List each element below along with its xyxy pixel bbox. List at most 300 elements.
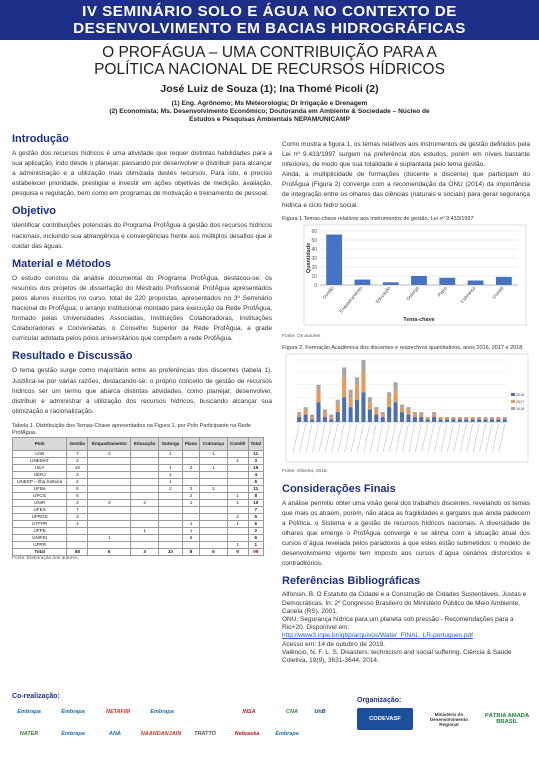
stacked-bar-segment — [394, 389, 398, 401]
table-cell — [200, 478, 227, 485]
table-cell: 2 — [182, 492, 200, 499]
table-cell — [227, 478, 248, 485]
table-total-cell: 8 — [182, 548, 200, 555]
metodos-text: O estudo constou da análise documental do Programa ProfÁgua, destacou-se: os resumos dos projetos de dissertação do Mestrado Profissional ProfÁgua apresentados pelos alunos inscritos no curso, total de 220 propostas, apresentados no 3º Seminário Nacional do ProfÁgua; o arranjo institucional montado para execução da Rede ProfÁgua, formado pelas Universidades Associadas, Instituições Colaboradoras, Instituições Colaboradoras e Conveniadas, o Conselho Superior da Rede ProfÁgua, a grade curricular adotada pelos pólos universitários que compõem a rede ProfÁgua. — [12, 274, 272, 343]
y-axis-label: Quantidade — [306, 242, 312, 273]
stacked-bar-segment — [483, 419, 487, 421]
table-cell — [88, 541, 131, 548]
stacked-bar-segment — [323, 409, 327, 411]
reference-3: Valêncio, N. F. L. S. Disasters: technicism and social suffering. Ciência & Saúde Coletiva, 19(9), 3631-3644, 2014. — [282, 648, 512, 664]
table-cell — [88, 457, 131, 464]
stacked-bar-segment — [381, 414, 385, 416]
objetivo-heading: Objetivo — [12, 205, 57, 218]
affiliations — [40, 100, 499, 125]
table-cell: 4 — [67, 520, 88, 527]
stacked-bar-segment — [329, 419, 333, 421]
stacked-bar-segment — [394, 402, 398, 422]
stacked-bar-segment — [400, 412, 404, 422]
table-cell: 5 — [182, 534, 200, 541]
table-cell: 19 — [248, 464, 263, 471]
table-cell: 1 — [227, 541, 248, 548]
bar — [383, 282, 399, 285]
right-column — [282, 140, 530, 665]
table-cell: 1 — [159, 450, 183, 457]
x-tick-label: Comitê — [491, 285, 505, 300]
partner-logo: TRATTO — [194, 731, 216, 737]
stacked-bar-segment — [304, 409, 308, 414]
y-tick-label: 40 — [311, 246, 317, 253]
table-total-cell: 5 — [200, 548, 227, 555]
table-cell — [182, 450, 200, 457]
stacked-bar-segment — [342, 397, 346, 422]
table-cell: 2 — [182, 485, 200, 492]
table-header-cell: Enquadramento — [88, 437, 131, 450]
y-tick-label: 60 — [311, 228, 317, 235]
table-cell: 11 — [248, 485, 263, 492]
partner-logo: Embrapa — [275, 731, 299, 737]
table-cell: 1 — [227, 457, 248, 464]
stacked-bar-segment — [490, 419, 494, 421]
table-cell — [182, 506, 200, 513]
stacked-bar-segment — [316, 384, 320, 389]
table-cell: 2 — [227, 513, 248, 520]
stacked-bar-segment — [471, 417, 475, 419]
legend-swatch — [511, 393, 515, 396]
table-cell: 5 — [248, 478, 263, 485]
stacked-bar-segment — [342, 377, 346, 397]
table-cell: 2 — [88, 450, 131, 457]
table-cell: 1 — [200, 464, 227, 471]
right-intro-text-2: Ainda, a multiplicidade de formações (docente e discente) que participam do ProfÁgua (Figura 2) converge com a recomendação da ONU (2014) da importância de integração entre os olhares das ciências (naturais e sociais) para gerar segurança hídrica e ciclo hidro social. — [282, 171, 530, 209]
stacked-bar-segment — [310, 419, 314, 421]
table-row — [13, 541, 264, 548]
stacked-bar-segment — [361, 392, 365, 422]
legend-swatch — [511, 400, 515, 403]
stacked-bar-segment — [387, 392, 391, 397]
affiliation-3: Estudos e Pesquisas Ambientais NEPAM/UNICAMP — [189, 116, 350, 124]
stacked-bar-segment — [361, 372, 365, 392]
stacked-bar-segment — [503, 417, 507, 419]
table-cell — [131, 485, 159, 492]
stacked-bar-segment — [445, 419, 449, 421]
table-cell: UNEMAT — [13, 457, 67, 464]
table-total-cell: 9 — [227, 548, 248, 555]
organizer-logo: PÁTRIA AMADA BRASIL — [482, 708, 532, 730]
stacked-bar-segment — [406, 407, 410, 409]
table-1 — [12, 437, 264, 556]
table-total-cell: Total — [13, 548, 67, 555]
table-cell: UNIFEI — [13, 534, 67, 541]
table-header-cell: Polo — [13, 437, 67, 450]
stacked-bar-segment — [438, 419, 442, 421]
table-cell — [227, 471, 248, 478]
bar — [326, 234, 342, 284]
table-cell: 1 — [182, 527, 200, 534]
table-cell — [200, 513, 227, 520]
table-cell: 5 — [67, 485, 88, 492]
stacked-bar-segment — [432, 417, 436, 422]
table-total-cell: 10 — [159, 548, 183, 555]
stacked-bar-segment — [406, 409, 410, 414]
table-cell: UEA — [13, 464, 67, 471]
table-cell — [200, 527, 227, 534]
table-cell: 1 — [227, 492, 248, 499]
references — [282, 575, 530, 665]
table-cell — [67, 534, 88, 541]
stacked-bar-segment — [349, 389, 353, 396]
table-cell: 7 — [67, 450, 88, 457]
table-header-cell: Educação — [131, 437, 159, 450]
stacked-bar-segment — [381, 412, 385, 414]
stacked-bar-segment — [304, 407, 308, 409]
table-cell: 1 — [88, 534, 131, 541]
bar — [355, 279, 371, 284]
stacked-bar-segment — [374, 407, 378, 409]
table-cell: 1 — [182, 520, 200, 527]
stacked-bar-segment — [451, 417, 455, 419]
table-cell: 1 — [131, 527, 159, 534]
table-cell: UFRGS — [13, 513, 67, 520]
x-axis-label: Tema-chave — [403, 316, 435, 323]
left-column — [12, 133, 272, 561]
table-cell — [131, 534, 159, 541]
table-cell — [227, 506, 248, 513]
table-cell — [131, 492, 159, 499]
table-cell: UFPE — [13, 527, 67, 534]
bar — [439, 277, 455, 284]
stacked-bar-segment — [323, 417, 327, 422]
stacked-bar-segment — [374, 409, 378, 414]
resultado-heading: Resultado e Discussão — [12, 350, 133, 363]
table-cell — [131, 513, 159, 520]
table-cell: 5 — [248, 513, 263, 520]
table-cell — [200, 499, 227, 506]
table-row — [13, 513, 264, 520]
table-row — [13, 457, 264, 464]
figure2-chart — [282, 352, 530, 464]
table-cell: 1 — [159, 478, 183, 485]
table-cell — [88, 527, 131, 534]
stacked-bar-segment — [297, 417, 301, 422]
stacked-bar-segment — [503, 419, 507, 421]
bar — [411, 276, 427, 285]
x-tick-label: Outorga — [405, 285, 420, 302]
table-cell: UFBa — [13, 485, 67, 492]
partner-logo: Nebraska — [234, 731, 260, 737]
table-row — [13, 499, 264, 506]
table-cell — [67, 527, 88, 534]
stacked-bar-segment — [336, 399, 340, 404]
stacked-bar-segment — [464, 417, 468, 419]
table-cell — [227, 485, 248, 492]
authors: José Luiz de Souza (1); Ina Thomé Picoli (2) — [160, 83, 379, 95]
corealizacao-label: Co-realização: — [12, 693, 60, 700]
table-cell: 8 — [248, 492, 263, 499]
table-cell: UnB — [13, 450, 67, 457]
reference-2-link[interactable]: http://www3.inpe.br/igbp/arquivos/Water_FINAL_LR-portugues.pdf — [282, 632, 473, 640]
partner-logo: INSA — [242, 709, 256, 715]
table-cell — [88, 492, 131, 499]
table-header-cell: Cobrança — [200, 437, 227, 450]
table1-caption: Tabela 1. Distribuição dos Temas-Chave apresentados na Figura 1, por Polo Participante na Rede ProfÁgua. — [12, 422, 251, 436]
table-cell — [159, 492, 183, 499]
stacked-bar-segment — [445, 417, 449, 419]
table-cell: 1 — [227, 520, 248, 527]
bar — [496, 277, 512, 285]
table-cell: 2 — [131, 499, 159, 506]
stacked-bar-segment — [355, 384, 359, 399]
table-cell — [88, 471, 131, 478]
partner-logo: Embrapa — [61, 731, 85, 737]
stacked-bar-segment — [458, 417, 462, 419]
table-cell — [227, 464, 248, 471]
consideracoes-heading: Considerações Finais — [282, 482, 396, 495]
stacked-bar-segment — [381, 417, 385, 422]
stacked-bar-segment — [304, 414, 308, 421]
table-row — [13, 492, 264, 499]
table-cell — [131, 450, 159, 457]
stacked-bar-segment — [413, 412, 417, 414]
stacked-bar-segment — [368, 409, 372, 421]
organizer-logo: Ministério do Desenvolvimento Regional — [421, 708, 477, 730]
table-cell — [200, 492, 227, 499]
legend-swatch — [511, 407, 515, 410]
table-cell — [200, 506, 227, 513]
reference-2-access: Acesso em: 14 de outubro de 2019. — [282, 640, 385, 648]
table-cell — [227, 534, 248, 541]
stacked-bar-segment — [496, 417, 500, 419]
referencias-heading: Referências Bibliográficas — [282, 575, 421, 588]
organizacao-label: Organização: — [357, 697, 402, 704]
table-total-cell: 99 — [248, 548, 263, 555]
table-cell: UFRR — [13, 541, 67, 548]
partner-logo: Embrapa — [17, 709, 41, 715]
table-cell — [131, 541, 159, 548]
table-cell — [182, 513, 200, 520]
bar — [468, 280, 484, 285]
table-cell — [182, 478, 200, 485]
partner-logo: ANA — [109, 731, 121, 737]
stacked-bar-segment — [483, 417, 487, 419]
partner-logo: Embrapa — [61, 709, 85, 715]
table-row — [13, 464, 264, 471]
stacked-bar-segment — [432, 412, 436, 414]
table-cell — [200, 520, 227, 527]
table-cell — [88, 506, 131, 513]
table-cell: 6 — [248, 534, 263, 541]
stacked-bar-segment — [477, 417, 481, 419]
table-cell: 2 — [67, 457, 88, 464]
table-cell — [200, 541, 227, 548]
stacked-bar-segment — [477, 419, 481, 421]
stacked-bar-segment — [406, 414, 410, 421]
right-intro-text-1: Como mostra a figura 1, os temas relativos aos instrumentos de gestão definidos pela Lei nº 9.433/1997 surgem na preferência dos estudos, porém em níveis bastante inferiores, de modo que sua totalidade é suplantada pelo tema gestão. — [282, 141, 530, 169]
affiliation-2: (2) Economista; Ms. Desenvolvimento Econômico; Doutoranda em Ambiente & Sociedade – Núcleo de — [109, 108, 430, 116]
intro-heading: Introdução — [12, 133, 69, 145]
figure1-source: Fonte: Os autores — [282, 333, 321, 339]
partner-logo: CNA — [286, 709, 298, 715]
legend-label: 2016 — [516, 392, 525, 397]
table-cell: UFES — [13, 506, 67, 513]
stacked-bar-segment — [490, 417, 494, 419]
table-cell — [88, 485, 131, 492]
stacked-bar-segment — [400, 404, 404, 406]
x-tick-label: Enquadramento — [338, 285, 364, 314]
stacked-bar-segment — [458, 419, 462, 421]
stacked-bar-segment — [323, 412, 327, 417]
partner-logo: UnB — [314, 709, 326, 715]
reference-2: ONU. Segurança hídrica para um planeta sob pressão - Recomendações para a Rio+20. Disponível em: — [282, 615, 514, 632]
table-cell — [227, 450, 248, 457]
table-cell: 2 — [159, 485, 183, 492]
table-cell — [131, 506, 159, 513]
table-cell: 1 — [200, 450, 227, 457]
y-tick-label: 10 — [311, 273, 317, 280]
table-cell: 7 — [67, 506, 88, 513]
table-row — [13, 450, 264, 457]
x-tick-label: Cobrança — [459, 285, 477, 304]
table-cell — [88, 513, 131, 520]
table-cell: UNESP – Ilha Solteira — [13, 478, 67, 485]
event-header — [0, 0, 539, 40]
table-header-cell: Total — [248, 437, 263, 450]
table-row — [13, 527, 264, 534]
table-cell — [88, 478, 131, 485]
table-cell — [200, 457, 227, 464]
table-cell — [88, 464, 131, 471]
table-cell: 10 — [248, 499, 263, 506]
table-cell — [182, 457, 200, 464]
stacked-bar-segment — [419, 414, 423, 416]
table-row — [13, 478, 264, 485]
table-row — [13, 506, 264, 513]
stacked-bar-segment — [471, 419, 475, 421]
stacked-bar-segment — [419, 417, 423, 422]
figure1-caption: Figura 1.Temas-chave relativos aos instrumentos de gestão, Lei nº 9.433/1997 — [282, 215, 474, 222]
table-cell — [182, 471, 200, 478]
y-tick-label: 0 — [314, 282, 317, 289]
stacked-bar-segment — [496, 419, 500, 421]
stacked-bar-segment — [342, 367, 346, 377]
table-total-cell: 58 — [67, 548, 88, 555]
stacked-bar-segment — [368, 402, 372, 409]
stacked-bar-segment — [426, 417, 430, 419]
table-cell — [227, 527, 248, 534]
table-cell: UERJ — [13, 471, 67, 478]
stacked-bar-segment — [419, 412, 423, 414]
stacked-bar-segment — [336, 404, 340, 411]
stacked-bar-segment — [426, 419, 430, 421]
table-cell — [131, 457, 159, 464]
table-cell: 1 — [227, 499, 248, 506]
table-cell — [131, 464, 159, 471]
x-tick-label: Plano — [436, 285, 449, 298]
table-cell: 2 — [200, 485, 227, 492]
stacked-bar-segment — [464, 419, 468, 421]
stacked-bar-segment — [387, 397, 391, 407]
table-cell — [159, 534, 183, 541]
stacked-bar-segment — [316, 402, 320, 422]
stacked-bar-segment — [387, 407, 391, 422]
stacked-bar-segment — [329, 417, 333, 419]
table-cell: 2 — [182, 464, 200, 471]
table-cell — [159, 457, 183, 464]
partner-logo: NETAFIM — [105, 709, 131, 715]
partner-logo: NATER — [19, 731, 39, 737]
stacked-bar-segment — [329, 414, 333, 416]
table-row — [13, 471, 264, 478]
x-tick-label: Gestão — [321, 285, 335, 300]
stacked-bar-segment — [432, 414, 436, 416]
stacked-bar-segment — [374, 414, 378, 421]
table-cell — [159, 520, 183, 527]
stacked-bar-segment — [400, 407, 404, 412]
stacked-bar-segment — [438, 417, 442, 419]
affiliation-1: (1) Eng. Agrônomo; Ms Meteorologia; Dr Irrigação e Drenagem — [171, 100, 368, 107]
table-cell — [67, 541, 88, 548]
stacked-bar-segment — [394, 382, 398, 389]
objetivo-text: Identificar contribuições potenciais do Programa ProfÁgua à gestão dos recursos hídricos nacionais, incluindo sua abrangência e convergências frente aos múltiplos desafios que é cuidar das águas. — [12, 222, 272, 250]
table1-source: Fonte: Elaboração dos autores. — [12, 555, 79, 561]
table-cell — [159, 506, 183, 513]
stacked-bar-segment — [310, 414, 314, 416]
table-cell — [159, 499, 183, 506]
poster-title-line1: O PROFÁGUA – UMA CONTRIBUIÇÃO PARA A — [102, 44, 437, 61]
table-cell — [131, 471, 159, 478]
table-cell: 4 — [248, 471, 263, 478]
table-cell: 1 — [248, 541, 263, 548]
y-tick-label: 20 — [311, 264, 317, 271]
table-cell: UFCG — [13, 492, 67, 499]
table-cell: 7 — [248, 506, 263, 513]
resultado-text: O tema gestão surge como majoritário entre as preferências dos discentes (tabela 1). Justifica-se por várias razões, destacando-se: o próprio conceito de gestão de recursos hídricos ser um termo que abarca distintas atividades, como planejar, desenvolver, distribuir e administrar a utilização dos recursos hídricos, buscando alcançar sua otimização e racionalização. — [12, 367, 272, 415]
intro-text: A gestão dos recursos hídricos é uma atividade que requer distintas habilidades para a sua aplicação, indo desde o planejar, passando por desenvolver e distribuir para alcançar a administração e a utilização mais otimizada destes recursos. Para isto, é preciso estabelecer prioridade, prestigiar e investir em ações objetivas de medição, avaliação, pesquisa e regulação, bem como em programas de motivação e treinamento de pessoal. — [12, 150, 272, 198]
table-cell: UNIR — [13, 499, 67, 506]
figure2-source: Fonte: Oliveira, 2018. — [282, 468, 328, 474]
event-title-line2: DESENVOLVIMENTO EM BACIAS HIDROGRÁFICAS — [73, 20, 466, 37]
table-cell — [200, 471, 227, 478]
stacked-bar-segment — [297, 414, 301, 416]
table-total-cell: 3 — [131, 548, 159, 555]
table-header-cell: Outorga — [159, 437, 183, 450]
metodos-heading: Material e Métodos — [12, 257, 112, 270]
poster-title-line2: POLÍTICA NACIONAL DE RECURSOS HÍDRICOS — [94, 61, 445, 78]
table-cell: 2 — [248, 527, 263, 534]
table-cell: 11 — [248, 450, 263, 457]
organizer-logo: CODEVASF — [357, 708, 413, 730]
reference-1: Alfonsin, B. O Estatuto da Cidade e a Construção de Cidades Sustentáveis, Justas e Democráticas. In: 2º Congresso Brasileiro do Ministério Público de Meio Ambiente, Canela (RS). 2001. — [282, 591, 527, 615]
table-cell — [131, 478, 159, 485]
table-cell: 6 — [248, 520, 263, 527]
table-total-cell: 6 — [88, 548, 131, 555]
y-tick-label: 30 — [311, 255, 317, 262]
stacked-bar-segment — [355, 377, 359, 384]
event-title-line1: IV SEMINÁRIO SOLO E ÁGUA NO CONTEXTO DE — [82, 3, 457, 20]
table-cell: 4 — [67, 478, 88, 485]
figure2-caption: Figura 2. Formação Acadêmica dos discentes e respectivos quantitativos, anos 2016, 2017 e 2018. — [282, 344, 524, 351]
partner-logo: NAANDANJAIN — [140, 731, 182, 737]
figure1-chart — [282, 223, 530, 329]
table-row — [13, 485, 264, 492]
stacked-bar-segment — [349, 397, 353, 407]
table-header-cell: Comitê — [227, 437, 248, 450]
table-cell: 3 — [67, 513, 88, 520]
stacked-bar-segment — [368, 397, 372, 402]
stacked-bar-segment — [361, 360, 365, 372]
table-cell: 3 — [88, 499, 131, 506]
stacked-bar-segment — [355, 399, 359, 421]
table-cell — [88, 520, 131, 527]
